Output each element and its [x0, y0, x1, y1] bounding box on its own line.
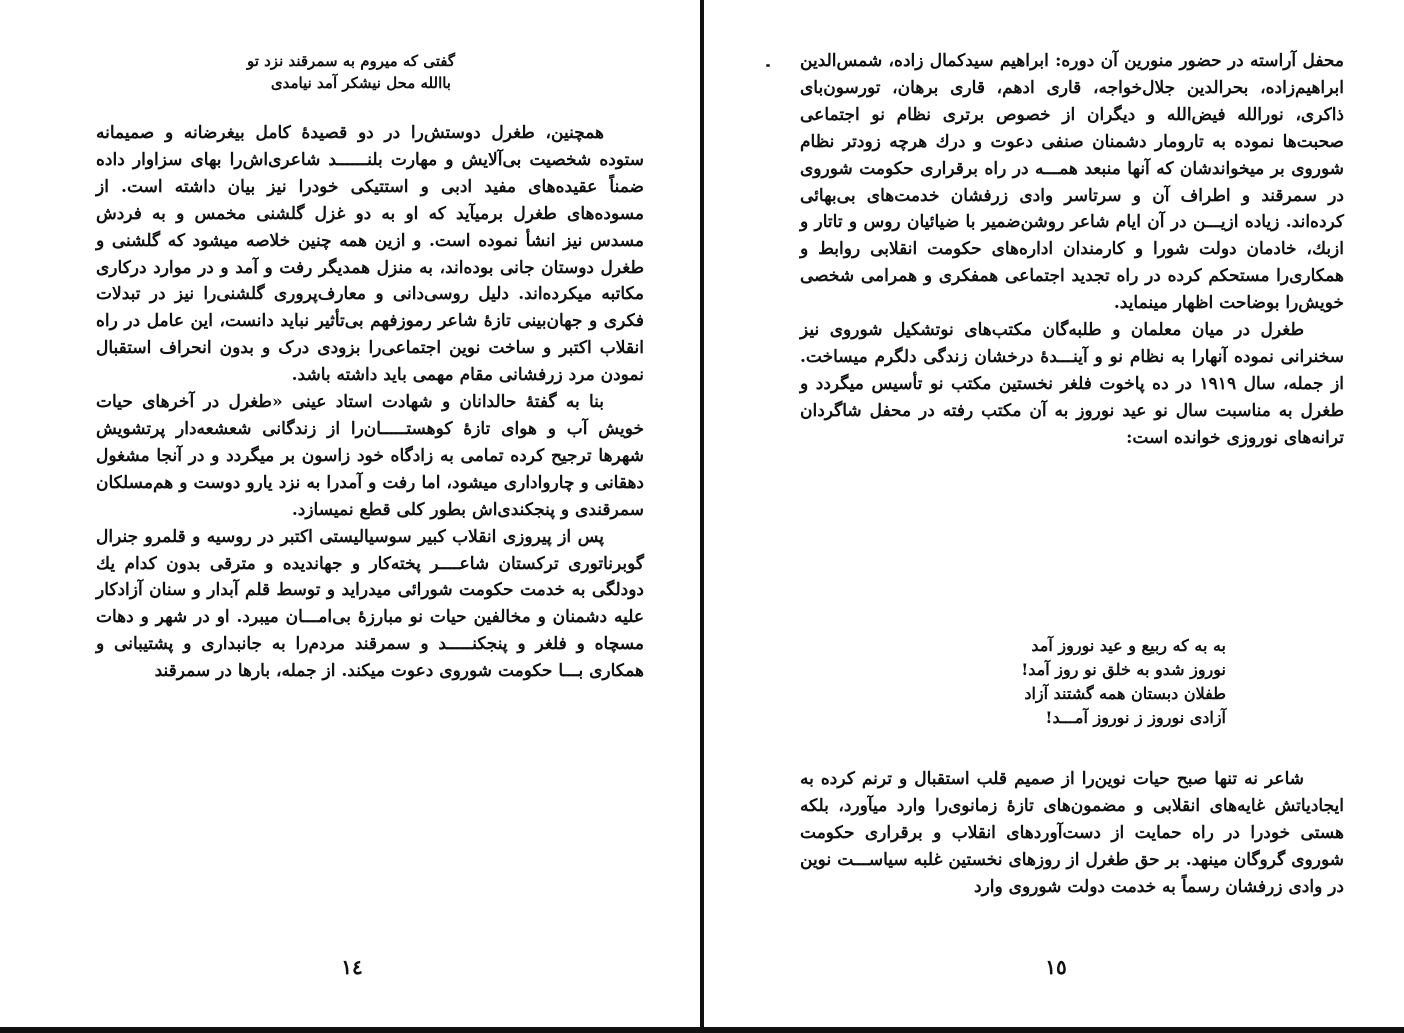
page-number: ١٤ — [341, 955, 363, 979]
poem-line: نوروز شدو به خلق نو روز آمد! — [1021, 660, 1226, 679]
poem-line: طفلان دبستان همه گشتند آزاد — [1024, 684, 1226, 703]
scan-border-bottom — [0, 1027, 1404, 1033]
paragraph: محفل آراسته در حضور منورین آن دوره: ابراهیم سیدکمال زاده، شمس‌الدین ابراهیم‌زاده، بحرالدین جلال‌خواجه، قاری ادهم، قاری برهان، تورسون‌بای ذاکری، نورالله فیض‌الله و دیگران از خصوص برتری نظام نو اجتماعی صحبت‌ها نموده به تارومار دشمنان صنفی دعوت و درك هرچه زودتر نظام شوروی بر میخواندشان که آنها منبعد همـــه در راه برقراری حکومت شوروی در سمرقند و اطراف آن و سرتاسر وادی زرفشان خدمت‌های بی‌بهائی کرده‌اند. زیاده ازیـــن در آن ایام شاعر روشن‌ضمیر با ضیائیان روس و تاتار و ازبك، خادمان دولت شورا و کارمندان اداره‌های حکومت انقلابی روابط و همکاری‌را مستحکم کرده در راه تجدید اجتماعی همفکری و همرامی شخصی خویش‌را بوضاحت اظهار مینماید. — [800, 51, 1344, 314]
nowruz-poem — [966, 634, 1226, 730]
left-body-text — [96, 120, 644, 685]
page-number: ١٥ — [1045, 955, 1067, 979]
left-page — [0, 0, 700, 1033]
paragraph: همچنین، طغرل دوستش‌را در دو قصیدهٔ کامل بیغرضانه و صمیمانه ستوده شخصیت بی‌آلایش و مهارت بلنــــــد شاعری‌اش‌را بهای سزاوار داده ضمناً عقیده‌های مفید ادبی و استتیکی خودرا نیز بیان داشته است. از مسوده‌های طغرل برمیآید که او به دو غزل گلشنی مخمس و به فردش مسدس نیز انشأ نموده است. و ازین همه چنین خلاصه میشود که گلشنی و طغرل دوستان جانی بوده‌اند، به منزل همدیگر رفت و آمد و در موارد درکاری مکاتبه میکرده‌اند. دلیل روسی‌دانی و معارف‌پروری گلشنی‌را نیز در تبدلات فکری و جهان‌بینی تازهٔ شاعر رموزفهم بی‌تأثیر نباید دانست، این عامل در راه انقلاب اکتبر و ساخت نوین اجتماعی‌را بزودی درک و بدون انحراف استقبال نمودن مرد زرفشانی مقام مهمی باید داشته باشد. — [96, 123, 644, 386]
paragraph: طغرل در میان معلمان و طلبه‌گان مکتب‌های نوتشکیل شوروی نیز سخنرانی نموده آنهارا به نظام نو و آینـــدهٔ درخشان زندگی دلگرم میساخت. از جمله، سال ١٩١٩ در ده پاخوت فلغر نخستین مکتب نو تأسیس میگردد و طغرل به مناسبت سال نو عید نوروز به آن مکتب رفته در محفل شاگردان ترانه‌های نوروزی خوانده است: — [800, 320, 1345, 448]
poem-line: به به که ربیع و عید نوروز آمد — [1031, 636, 1226, 655]
poem-line: آزادی نوروز ز نوروز آمـــد! — [1045, 708, 1226, 727]
paragraph: پس از پیروزی انقلاب کبیر سوسیالیستی اکتبر در روسیه و قلمرو جنرال گوبرناتوری ترکستان شاعــــر پخته‌کار و جهاندیده و مترقی بدون کدام یك دودلگی به خدمت حکومت شورائی میدراید و توسط قلم آبدار و سنان آزادکار علیه دشمنان و مخالفین حیات نو مبارزهٔ بی‌امـــان میبرد. او در شهر و دهات مسچاه و فلغر و پنجکنـــــد و سمرقند مردم‌را به جانبداری و پشتیبانی و همکاری بـــا حکومت شوروی دعوت میکند. از جمله، بارها در سمرقند — [96, 526, 644, 682]
epigraph-line: گفتی که میروم به سمرقند نزد تو — [246, 52, 455, 70]
scan-speck — [766, 64, 770, 67]
paragraph: بنا به گفتهٔ حالدانان و شهادت استاد عینی «طغرل در آخرهای حیات خویش آب و هوای تازهٔ کوهستـــــان‌را از زندگانی شعشعه‌دار پرتشویش شهرها ترجیح کرده تمامی به زادگاه خود زاسون بر میگردد و در آنجا مشغول دهقانی و چارواداری میشود، اما رفت و آمدرا به نزد یارو دوست و هم‌مسلکان سمرقندی و پنجکندی‌اش بطور کلی قطع نمیسازد. — [96, 392, 644, 520]
right-body-text-bottom — [800, 766, 1344, 901]
right-body-text-top — [800, 48, 1344, 452]
paragraph: شاعر نه تنها صبح حیات نوین‌را از صمیم قلب استقبال و ترنم کرده به ایجادیاتش غایه‌های انقلابی و مضمون‌های تازهٔ زمانوی‌را وارد میآورد، بلکه هستی خودرا در راه حمایت از دست‌آوردهای انقلاب و برقراری حکومت شوروی گروگان مینهد. بر حق طغرل از روزهای نخستین غلبه سیاســـت نوین در وادی زرفشان رسماً به خدمت دولت شوروی وارد — [800, 769, 1344, 897]
right-page — [704, 0, 1404, 1033]
epigraph-line: باالله محل نیشکر آمد نیامدی — [270, 74, 451, 92]
epigraph — [215, 50, 455, 94]
